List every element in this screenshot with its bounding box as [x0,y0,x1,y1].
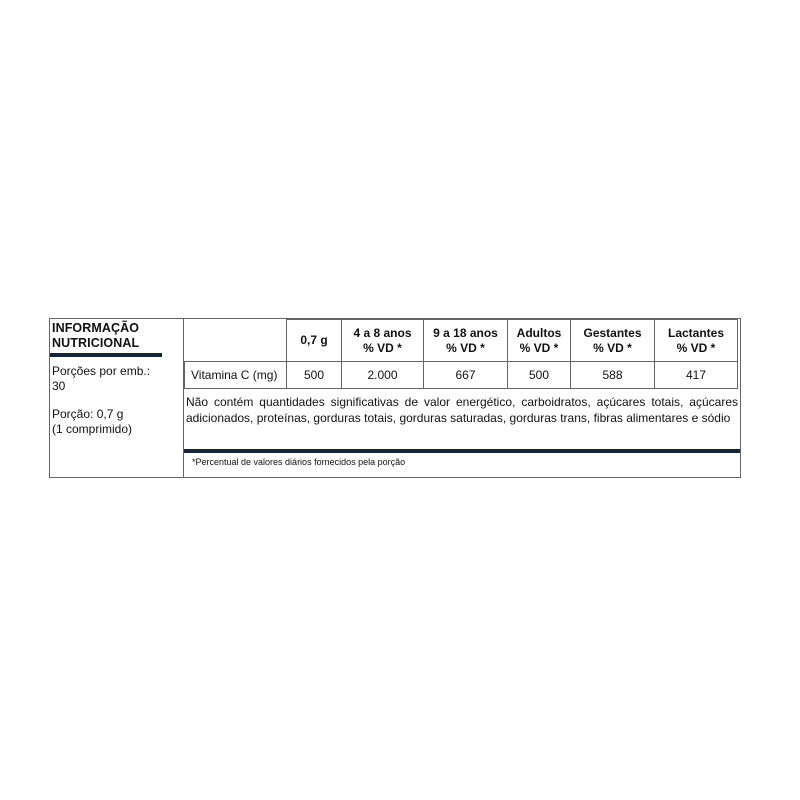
value-4-8: 2.000 [342,362,424,389]
column-header-pregnant: Gestantes % VD * [571,320,655,362]
nutrition-label [49,318,741,478]
title-line-1: INFORMAÇÃO [52,321,140,335]
column-header-portion: 0,7 g [287,320,342,362]
portion-size [52,407,177,437]
nutrition-table [184,319,738,389]
servings-value: 30 [52,379,66,393]
table-header-row [185,320,738,362]
value-pregnant: 588 [571,362,655,389]
column-header-adults: Adultos % VD * [508,320,571,362]
title-line-2: NUTRICIONAL [52,336,140,350]
portion-description: (1 comprimido) [52,422,133,436]
table-row [185,362,738,389]
value-9-18: 667 [424,362,508,389]
nutrient-name: Vitamina C (mg) [185,362,287,389]
column-header-lactating: Lactantes % VD * [655,320,738,362]
value-portion: 500 [287,362,342,389]
header-blank-cell [185,320,287,362]
value-adults: 500 [508,362,571,389]
portion-label: Porção: 0,7 g [52,407,124,421]
daily-value-footnote: *Percentual de valores diários fornecidos pela porção [192,457,406,467]
label-title [52,321,172,351]
title-rule [50,353,162,357]
insignificant-nutrients-note: Não contém quantidades significativas de valor energético, carboidratos, açúcares totais, açúcares adicionados, proteínas, gorduras totais, gorduras saturadas, gorduras trans, fibras alimentares e sódio [186,395,738,425]
servings-label: Porções por emb.: [52,364,151,378]
servings-per-package [52,364,177,394]
value-lactating: 417 [655,362,738,389]
label-left-column [50,319,184,477]
column-header-9-18: 9 a 18 anos % VD * [424,320,508,362]
footnote-rule [184,449,740,453]
column-header-4-8: 4 a 8 anos % VD * [342,320,424,362]
